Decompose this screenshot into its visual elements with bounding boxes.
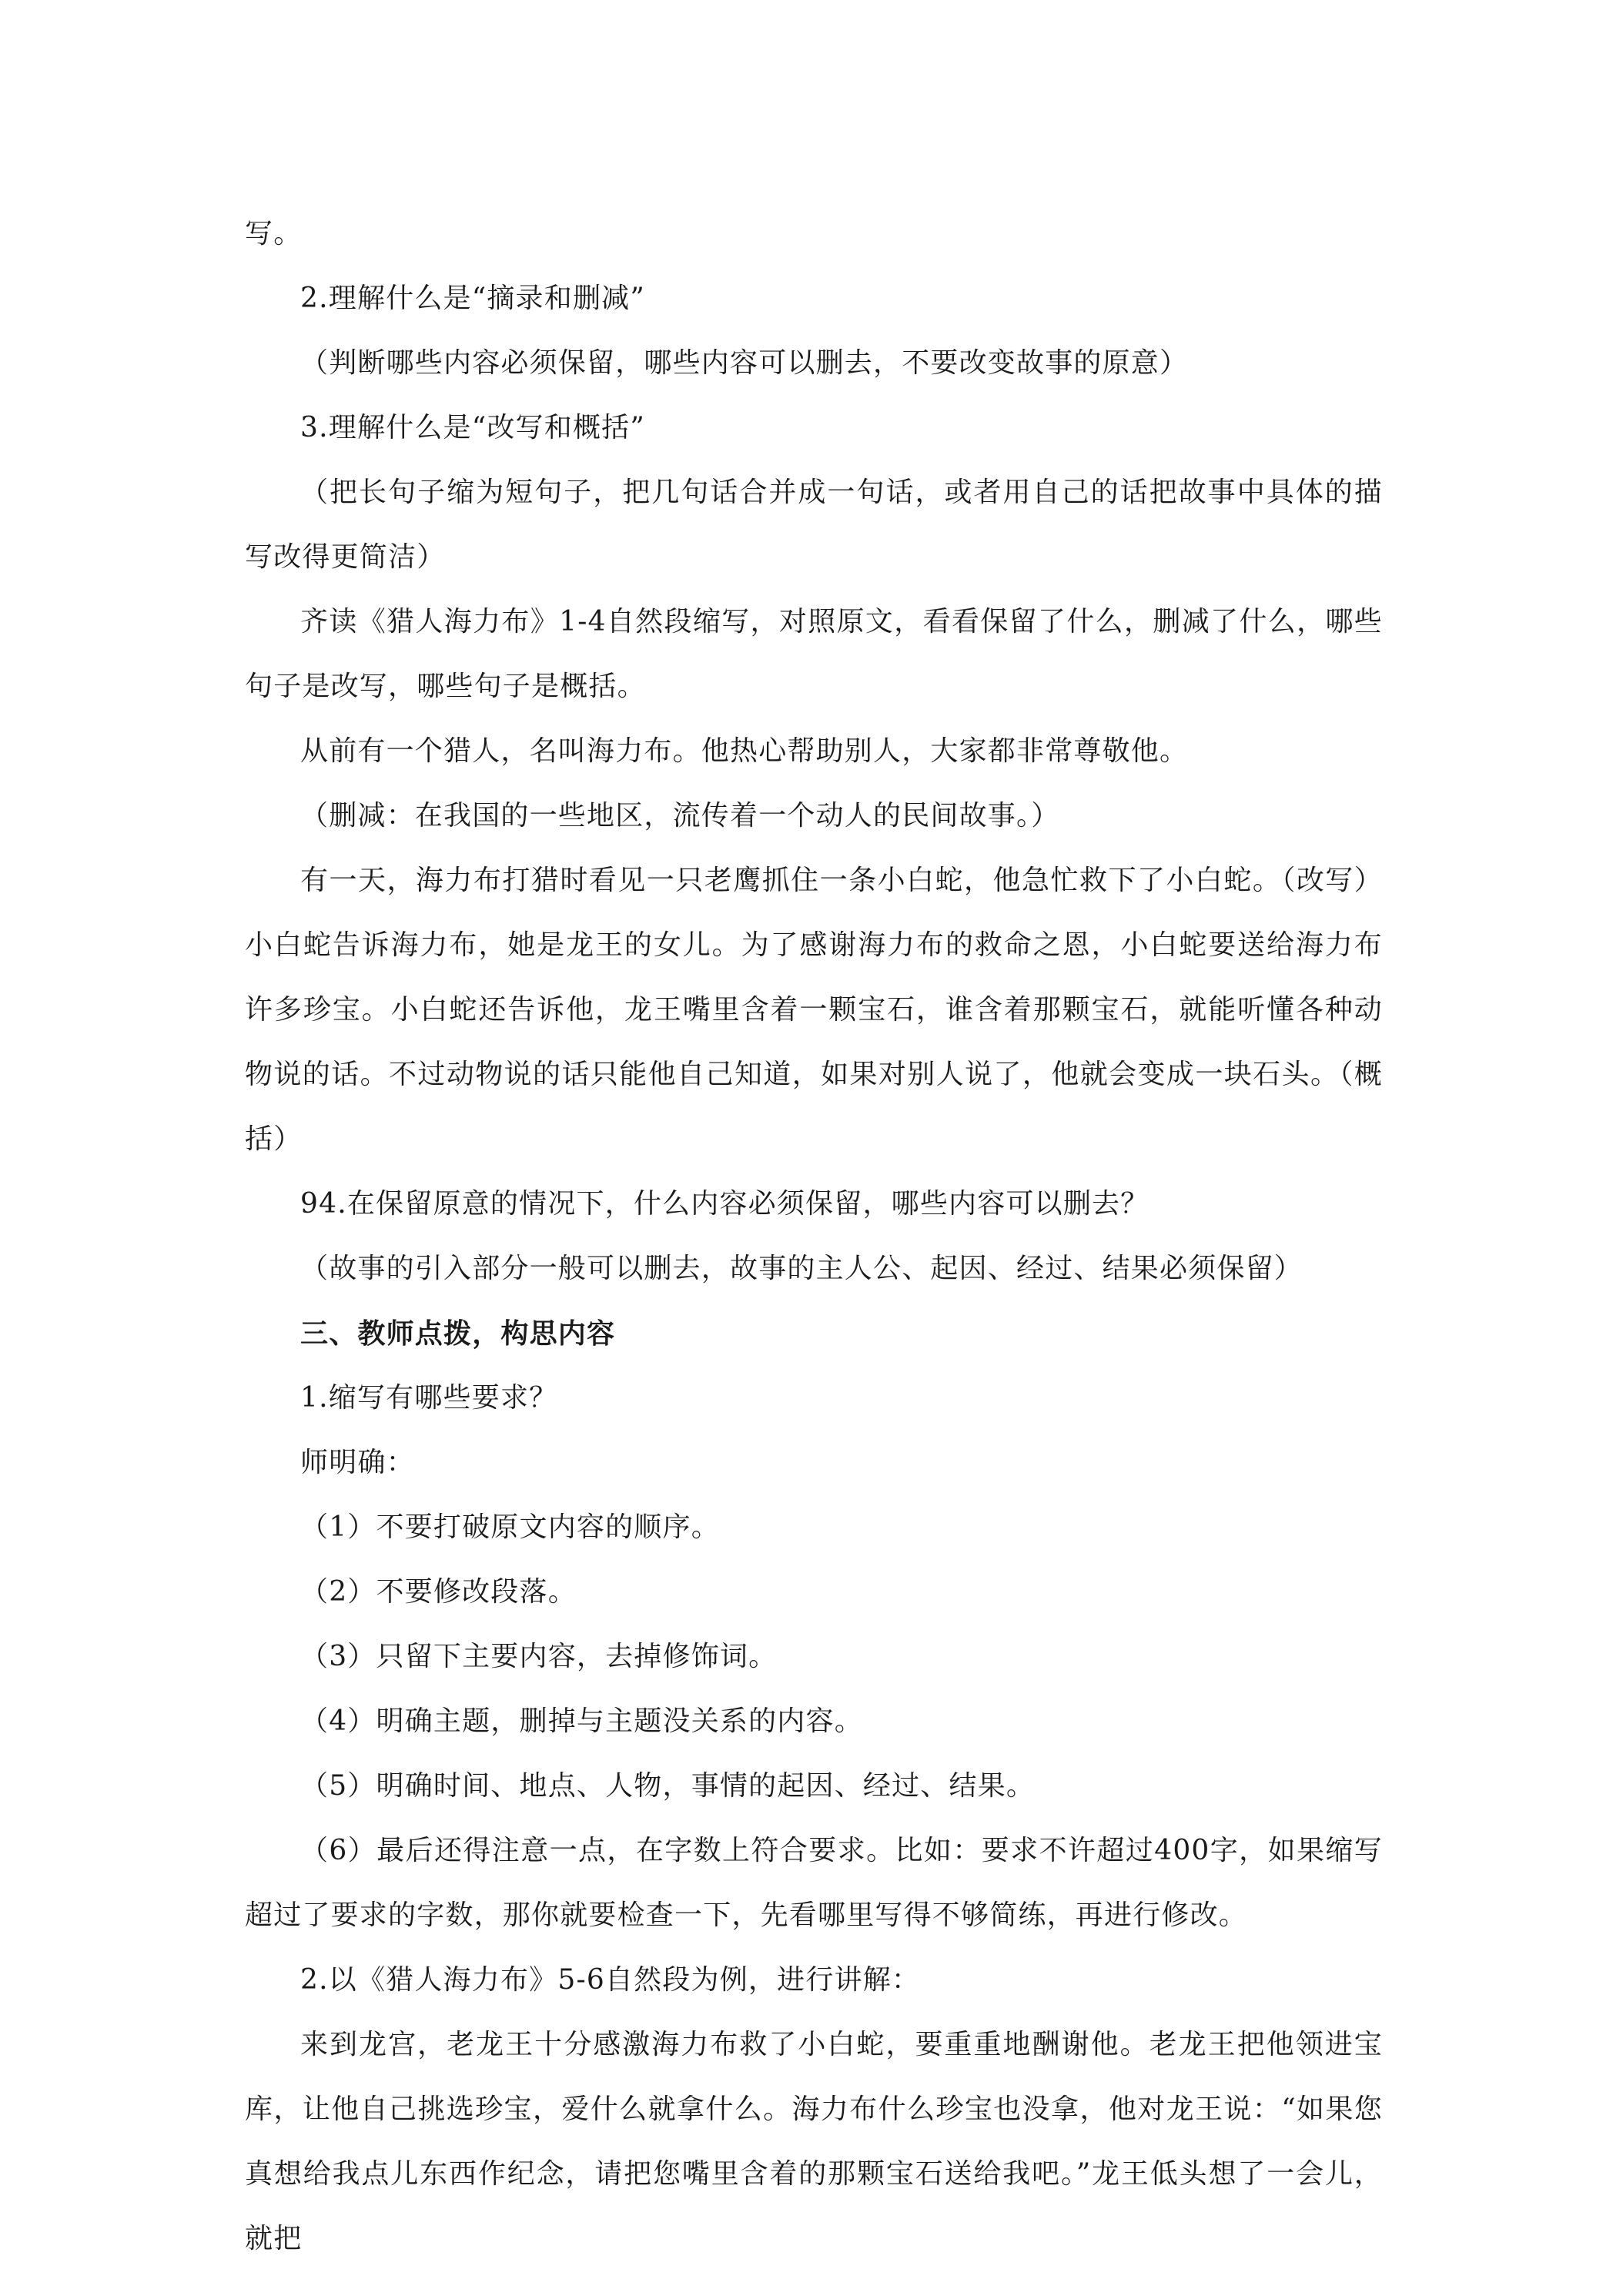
list-item-requirement: （3）只留下主要内容，去掉修饰词。 [300, 1641, 778, 1672]
document-body [245, 202, 1383, 2271]
text-line-requirements-question: 1.缩写有哪些要求？ [300, 1382, 558, 1414]
paragraph-summary-2: 有一天，海力布打猎时看见一只老鹰抓住一条小白蛇，他急忙救下了小白蛇。（改写）小白蛇告诉海力布，她是龙王的女儿。为了感谢海力布的救命之恩，小白蛇要送给海力布许多珍宝。小白蛇还告诉他，龙王嘴里含着一颗宝石，谁含着那颗宝石，就能听懂各种动物说的话。不过动物说的话只能他自己知道，如果对别人说了，他就会变成一块石头。（概括） [245, 865, 1383, 1155]
text-line-summary-1: 从前有一个猎人，名叫海力布。他热心帮助别人，大家都非常尊敬他。 [300, 735, 1189, 767]
text-line-answer: （故事的引入部分一般可以删去，故事的主人公、起因、经过、结果必须保留） [300, 1253, 1303, 1284]
paragraph-requirement-6: （6）最后还得注意一点，在字数上符合要求。比如：要求不许超过400字，如果缩写超过了要求的字数，那你就要检查一下，先看哪里写得不够简练，再进行修改。 [245, 1835, 1383, 1931]
list-item-requirement: （1）不要打破原文内容的顺序。 [300, 1511, 720, 1543]
text-line-point-3: 3.理解什么是“改写和概括” [300, 412, 645, 443]
text-line-continuation: 写。 [245, 218, 303, 249]
section-heading-3: 三、教师点拨，构思内容 [300, 1317, 616, 1350]
list-item-requirement: （2）不要修改段落。 [300, 1576, 577, 1608]
text-line-question: 94.在保留原意的情况下，什么内容必须保留，哪些内容可以删去？ [300, 1188, 1149, 1220]
list-item-requirement: （4）明确主题，删掉与主题没关系的内容。 [300, 1705, 863, 1737]
text-line-deletion-note: （删减：在我国的一些地区，流传着一个动人的民间故事。） [300, 800, 1060, 832]
text-line-point-2-note: （判断哪些内容必须保留，哪些内容可以删去，不要改变故事的原意） [300, 347, 1189, 379]
text-line-point-2: 2.理解什么是“摘录和删减” [300, 283, 645, 314]
paragraph-rewrite-note: （把长句子缩为短句子，把几句话合并成一句话，或者用自己的话把故事中具体的描写改得更简洁） [245, 477, 1383, 573]
list-item-requirement: （5）明确时间、地点、人物，事情的起因、经过、结果。 [300, 1770, 1036, 1802]
paragraph-reading-task: 齐读《猎人海力布》1-4自然段缩写，对照原文，看看保留了什么，删减了什么，哪些句子是改写，哪些句子是概括。 [245, 606, 1383, 702]
text-line-example-intro: 2.以《猎人海力布》5-6自然段为例，进行讲解： [300, 1964, 921, 1996]
text-line-teacher-clarifies: 师明确： [300, 1447, 415, 1478]
paragraph-example-text: 来到龙宫，老龙王十分感激海力布救了小白蛇，要重重地酬谢他。老龙王把他领进宝库，让他自己挑选珍宝，爱什么就拿什么。海力布什么珍宝也没拿，他对龙王说：“如果您真想给我点儿东西作纪念，请把您嘴里含着的那颗宝石送给我吧。”龙王低头想了一会儿，就把 [245, 2029, 1383, 2254]
